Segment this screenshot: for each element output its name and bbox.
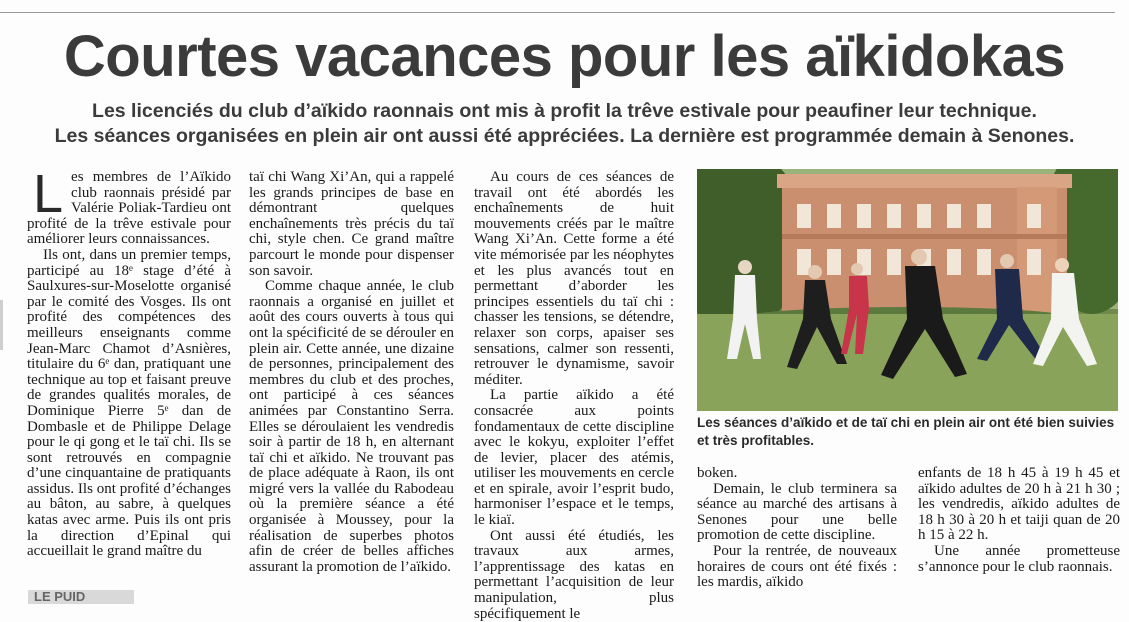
article-column-2	[249, 170, 454, 575]
article-column-5	[918, 466, 1120, 575]
next-article-label: LE PUID	[28, 590, 134, 604]
paragraph: Une année prometteuse s’annonce pour le club raonnais.	[918, 542, 1120, 575]
paragraph: Demain, le club terminera sa séance au marché des artisans à Senones pour une belle promotion de cette discipline.	[697, 480, 897, 544]
article-column-3	[474, 170, 674, 622]
paragraph: enfants de 18 h 45 à 19 h 45 et aïkido adultes de 20 h à 21 h 30 ; les vendredis, aïkido adultes de 18 h 30 à 20 h et taiji quan de 20 h 15 à 22 h.	[918, 465, 1120, 544]
paragraph: Ont aussi été étudiés, les travaux aux armes, l’apprentissage des katas en permettant l’acquisition de leur manipulation, plus spécifiquement le	[474, 527, 674, 622]
paragraph-text: es membres de l’Aïkido club raonnais présidé par Valérie Poliak-Tardieu ont profité de la trêve estivale pour améliorer leurs connaissances.	[27, 169, 231, 248]
paragraph: Au cours de ces séances de travail ont été abordés les enchaînements de huit mouvements créés par le maître Wang Xi’An. Cette forme a été vite mémorisée par les néophytes et les plus avancés tout en permettant d’aborder les principes essentiels du taï chi : chasser les tensions, se détendre, relaxer son corps, apaiser ses sensations, calmer son ressenti, retrouver le dynamisme, savoir méditer.	[474, 169, 674, 388]
photo-caption: Les séances d’aïkido et de taï chi en plein air ont été bien suivies et très profitables.	[697, 415, 1115, 448]
paragraph: Comme chaque année, le club raonnais a organisé en juillet et août des cours ouverts à tous qui ont la spécificité de se dérouler en plein air. Cette année, une dizaine de personnes, principalement des membres du club et des proches, ont participé à ces séances animées par Constantino Serra. Elles se déroulaient les vendredis soir à partir de 18 h, en alternant taï chi et aïkido. Ne trouvant pas de place adéquate à Raon, ils ont migré vers la vallée du Rabodeau où la première séance a été organisée à Moussey, pour la réalisation de superbes photos afin de créer de belles affiches assurant la promotion de l’aïkido.	[249, 278, 454, 575]
paragraph: boken.	[697, 465, 738, 481]
headline: Courtes vacances pour les aïkidokas	[63, 24, 1066, 89]
article-column-4	[697, 466, 897, 591]
article-photo	[697, 169, 1118, 411]
article-column-1	[27, 164, 231, 560]
subhead-line-1: Les licenciés du club d’aïkido raonnais ont mis à profit la trêve estivale pour peaufiner leur technique.	[92, 100, 1037, 122]
paragraph: taï chi Wang Xi’An, qui a rappelé les grands principes de base en démontrant quelques enchaînements très précis du taï chi, style chen. Ce grand maître parcourt le monde pour dispenser son savoir.	[249, 169, 454, 279]
paragraph: La partie aïkido a été consacrée aux points fondamentaux de cette discipline avec le kokyu, exploiter l’effet de levier, placer des atémis, utiliser les mouvements en cercle et en spirale, avoir l’esprit budo, harmoniser l’espace et le temps, le kiaï.	[474, 387, 674, 529]
top-rule	[0, 12, 1115, 13]
paragraph	[27, 164, 231, 248]
paragraph: Pour la rentrée, de nouveaux horaires de cours ont été fixés : les mardis, aïkido	[697, 542, 897, 591]
margin-mark	[0, 300, 3, 350]
drop-cap: L	[33, 164, 64, 224]
paragraph: Ils ont, dans un premier temps, participé au 18ᵉ stage d’été à Saulxures-sur-Moselotte organisé par le comité des Vosges. Ils ont profité des compétences des meilleurs enseignants comme Jean-Marc Chamot d’Asnières, titulaire du 6ᵉ dan, pratiquant une technique au top et faisant preuve de grandes qualités morales, de Dominique Pierre 5ᵉ dan de Dombasle et de Philippe Delage pour le qi gong et le taï chi. Ils se sont retrouvés en compagnie d’une cinquantaine de pratiquants assidus. Ils ont profité d’échanges au bâton, au sabre, à quelques katas avec arme. Puis ils ont pris la direction d’Epinal qui accueillait le grand maître du	[27, 246, 231, 560]
subheadline	[0, 99, 1129, 149]
photo-illustration	[697, 169, 1118, 411]
subhead-line-2: Les séances organisées en plein air ont aussi été appréciées. La dernière est programmée demain à Senones.	[54, 125, 1075, 147]
